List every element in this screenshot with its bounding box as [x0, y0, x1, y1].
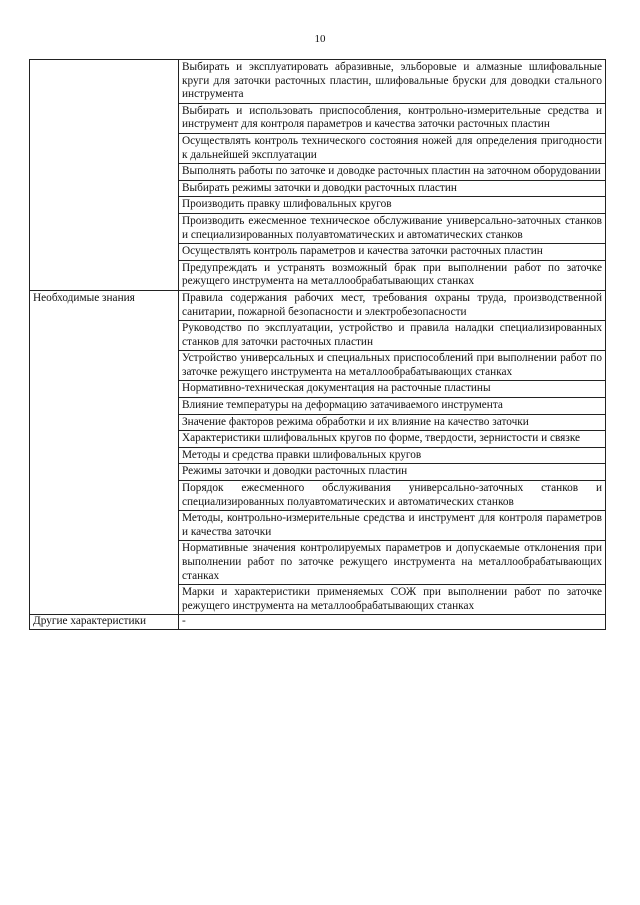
knowledge-item: Значение факторов режима обработки и их влияние на качество заточки	[179, 414, 606, 431]
knowledge-item: Методы и средства правки шлифовальных кругов	[179, 447, 606, 464]
skill-item: Осуществлять контроль технического состояния ножей для определения пригодности к дальнейшей эксплуатации	[179, 133, 606, 163]
knowledge-item: Методы, контрольно-измерительные средства и инструмент для контроля параметров и качества заточки	[179, 511, 606, 541]
skill-item: Производить правку шлифовальных кругов	[179, 197, 606, 214]
skill-item: Предупреждать и устранять возможный брак при выполнении работ по заточке режущего инструмента на металлообрабатывающих станках	[179, 260, 606, 290]
knowledge-item: Характеристики шлифовальных кругов по форме, твердости, зернистости и связке	[179, 431, 606, 448]
knowledge-item: Режимы заточки и доводки расточных пластин	[179, 464, 606, 481]
skill-item: Выполнять работы по заточке и доводке расточных пластин на заточном оборудовании	[179, 164, 606, 181]
row-label-knowledge: Необходимые знания	[30, 290, 179, 614]
competency-table	[29, 59, 606, 630]
knowledge-item: Нормативные значения контролируемых параметров и допускаемые отклонения при выполнении работ по заточке режущего инструмента на металлообрабатывающих станках	[179, 541, 606, 585]
knowledge-item: Марки и характеристики применяемых СОЖ при выполнении работ по заточке режущего инструмента на металлообрабатывающих станках	[179, 585, 606, 615]
knowledge-item: Правила содержания рабочих мест, требования охраны труда, производственной санитарии, пожарной безопасности и электробезопасности	[179, 290, 606, 320]
skill-item: Выбирать и эксплуатировать абразивные, эльборовые и алмазные шлифовальные круги для заточки расточных пластин, шлифовальные бруски для доводки стального инструмента	[179, 60, 606, 104]
page-number: 10	[314, 33, 326, 45]
knowledge-item: Нормативно-техническая документация на расточные пластины	[179, 381, 606, 398]
skill-item: Производить ежесменное техническое обслуживание универсально-заточных станков и специализированных полуавтоматических и автоматических станков	[179, 213, 606, 243]
table-row-skills	[30, 60, 606, 104]
knowledge-item: Устройство универсальных и специальных приспособлений при выполнении работ по заточке режущего инструмента на металлообрабатывающих станках	[179, 351, 606, 381]
skill-item: Выбирать и использовать приспособления, контрольно-измерительные средства и инструмент для контроля параметров и качества заточки расточных пластин	[179, 103, 606, 133]
other-item: -	[179, 615, 606, 630]
skill-item: Осуществлять контроль параметров и качества заточки расточных пластин	[179, 244, 606, 261]
knowledge-item: Влияние температуры на деформацию затачиваемого инструмента	[179, 398, 606, 415]
knowledge-item: Руководство по эксплуатации, устройство и правила наладки специализированных станков для заточки расточных пластин	[179, 321, 606, 351]
knowledge-item: Порядок ежесменного обслуживания универсально-заточных станков и специализированных полуавтоматических и автоматических станков	[179, 481, 606, 511]
row-label-other: Другие характеристики	[30, 615, 179, 630]
skill-item: Выбирать режимы заточки и доводки расточных пластин	[179, 180, 606, 197]
table-row-knowledge	[30, 290, 606, 320]
table-row-other	[30, 615, 606, 630]
row-label-skills	[30, 60, 179, 291]
